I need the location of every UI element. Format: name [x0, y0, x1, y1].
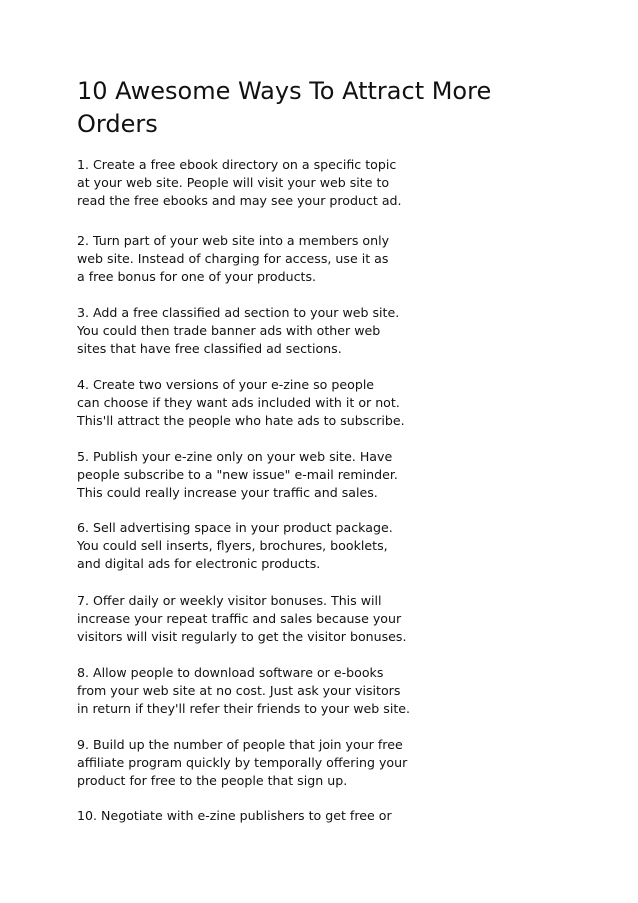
paragraph-1	[77, 156, 597, 211]
paragraph-line: web site. Instead of charging for access, use it as	[77, 251, 389, 267]
title-line: 10 Awesome Ways To Attract More	[77, 77, 492, 105]
paragraph-8	[77, 664, 597, 719]
paragraph-line: a free bonus for one of your products.	[77, 269, 317, 285]
paragraph-line: You could then trade banner ads with other web	[77, 323, 381, 339]
paragraph-line: 7. Offer daily or weekly visitor bonuses. This will	[77, 593, 382, 608]
paragraph-2	[77, 232, 597, 287]
document-title	[77, 75, 557, 141]
paragraph-line: increase your repeat traffic and sales because your	[77, 611, 402, 627]
paragraph-5	[77, 448, 597, 503]
paragraph-line: can choose if they want ads included with it or not.	[77, 395, 400, 411]
paragraph-3	[77, 304, 597, 359]
paragraph-line: at your web site. People will visit your web site to	[77, 175, 390, 191]
paragraph-line: 9. Build up the number of people that join your free	[77, 737, 403, 752]
paragraph-line: in return if they'll refer their friends to your web site.	[77, 701, 411, 717]
paragraph-line: This'll attract the people who hate ads to subscribe.	[77, 413, 405, 429]
paragraph-line: read the free ebooks and may see your product ad.	[77, 193, 402, 209]
paragraph-line: 8. Allow people to download software or e-books	[77, 665, 384, 680]
paragraph-line: 1. Create a free ebook directory on a specific topic	[77, 157, 397, 172]
paragraph-4	[77, 376, 597, 431]
paragraph-line: and digital ads for electronic products.	[77, 556, 321, 572]
paragraph-line: 5. Publish your e-zine only on your web site. Have	[77, 449, 393, 464]
paragraph-line: 6. Sell advertising space in your product package.	[77, 520, 393, 535]
paragraph-line: visitors will visit regularly to get the visitor bonuses.	[77, 629, 407, 645]
paragraph-9	[77, 736, 597, 791]
paragraph-line: from your web site at no cost. Just ask your visitors	[77, 683, 401, 699]
paragraph-7	[77, 592, 597, 647]
paragraph-line: sites that have free classified ad sections.	[77, 341, 342, 357]
paragraph-line: You could sell inserts, flyers, brochures, booklets,	[77, 538, 388, 554]
paragraph-10	[77, 807, 597, 825]
paragraph-line: This could really increase your traffic and sales.	[77, 485, 378, 501]
paragraph-line: 3. Add a free classified ad section to your web site.	[77, 305, 400, 320]
title-line: Orders	[77, 110, 158, 138]
paragraph-line: 2. Turn part of your web site into a members only	[77, 233, 390, 248]
paragraph-line: people subscribe to a "new issue" e-mail reminder.	[77, 467, 398, 483]
paragraph-line: 10. Negotiate with e-zine publishers to get free or	[77, 808, 392, 823]
paragraph-line: 4. Create two versions of your e-zine so people	[77, 377, 375, 392]
paragraph-6	[77, 519, 597, 574]
paragraph-line: product for free to the people that sign up.	[77, 773, 348, 789]
paragraph-line: affiliate program quickly by temporally offering your	[77, 755, 408, 771]
